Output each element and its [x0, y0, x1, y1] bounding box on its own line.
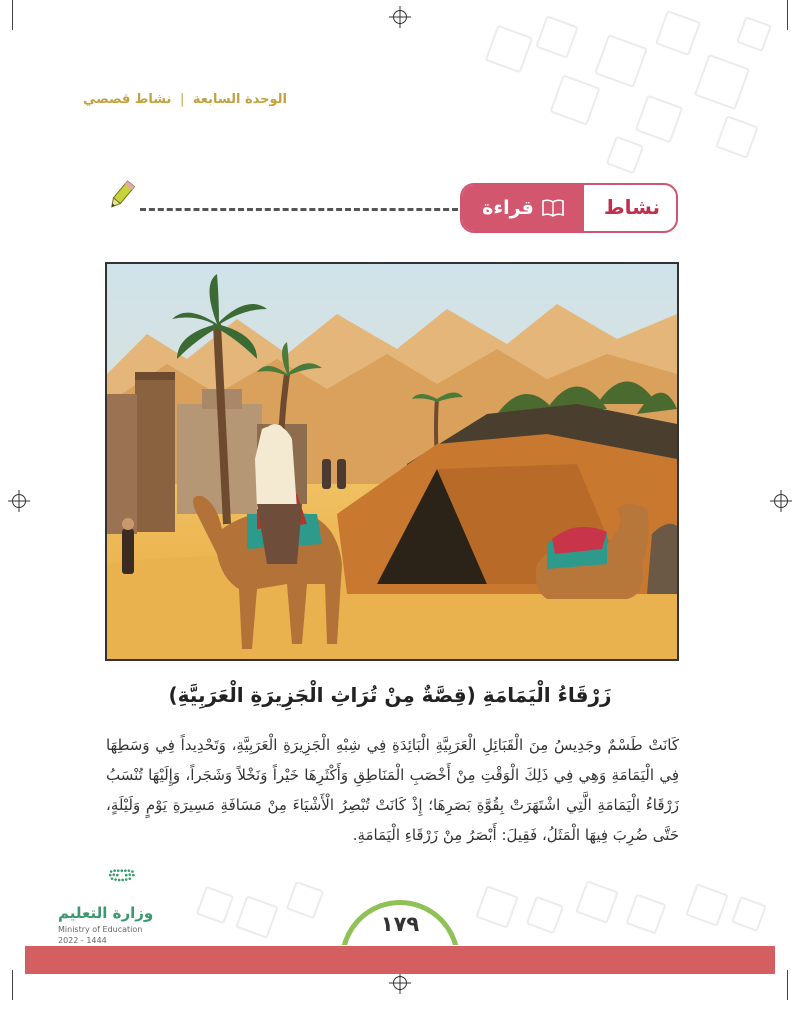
registration-mark-icon: [12, 494, 26, 508]
pencil-icon: [104, 178, 138, 212]
ministry-year: 2022 - 1444: [58, 936, 107, 945]
ministry-logo-icon: [50, 868, 190, 908]
crop-mark: [12, 970, 13, 1000]
open-book-icon: [542, 198, 564, 218]
activity-header: [460, 183, 678, 233]
story-paragraph: كَانَتْ طَسْمٌ وجَدِيسُ مِنَ الْقَبَائِلِ الْعَرَبِيَّةِ الْبَائِدَةِ فِي شِبْهِ الْجَزِيرَةِ الْعَرَبِيَّةِ، وَتَحْدِيداً فِي وَسَطِهَا فِي الْيَمَامَةِ وَهِي فِي ذَلِكَ الْوَقْتِ مِنْ أَخْصَبِ الْمَنَاطِقِ وَأَكْثَرِهَا خَيْراً وَنَخْلاً وَشَجَراً، وَإِلَيْهَا تُنْسَبُ زَرْقَاءُ الْيَمَامَةِ الَّتِي اشْتَهَرَتْ بِقُوَّةِ بَصَرِهَا؛ إِذْ كَانَتْ تُبْصِرُ الْأَشْيَاءَ مِنْ مَسَافَةِ مَسِيرَةِ يَوْمٍ وَلَيْلَةٍ، حَتَّى ضُرِبَ فِيهَا الْمَثَلُ، فَقِيلَ: أَبْصَرُ مِنْ زَرْقَاءِ الْيَمَامَةِ.: [106, 736, 679, 844]
dashed-divider: [140, 208, 458, 211]
activity-type-label: نشاط قصصي: [83, 92, 172, 107]
breadcrumb: [83, 92, 287, 107]
registration-mark-icon: [393, 10, 407, 24]
registration-mark-icon: [774, 494, 788, 508]
page-number: ١٧٩: [380, 912, 420, 936]
ministry-name-en: Ministry of Education: [58, 925, 143, 934]
footer-bar: [25, 946, 775, 974]
reading-label: قراءة: [482, 197, 534, 219]
registration-mark-icon: [393, 976, 407, 990]
crop-mark: [787, 0, 788, 30]
crop-mark: [12, 0, 13, 30]
story-title: زَرْقَاءُ الْيَمَامَةِ (قِصَّةٌ مِنْ تُرَاثِ الْجَزِيرَةِ الْعَرَبِيَّةِ): [168, 683, 612, 707]
ministry-name-ar: وزارة التعليم: [58, 904, 154, 922]
breadcrumb-separator: |: [179, 92, 185, 107]
crop-mark: [787, 970, 788, 1000]
unit-label: الوحدة السابعة: [192, 92, 287, 107]
activity-label: نشاط: [603, 195, 660, 219]
reading-badge: [462, 185, 584, 231]
desert-scene-image: [107, 264, 677, 659]
story-illustration: [105, 262, 679, 661]
